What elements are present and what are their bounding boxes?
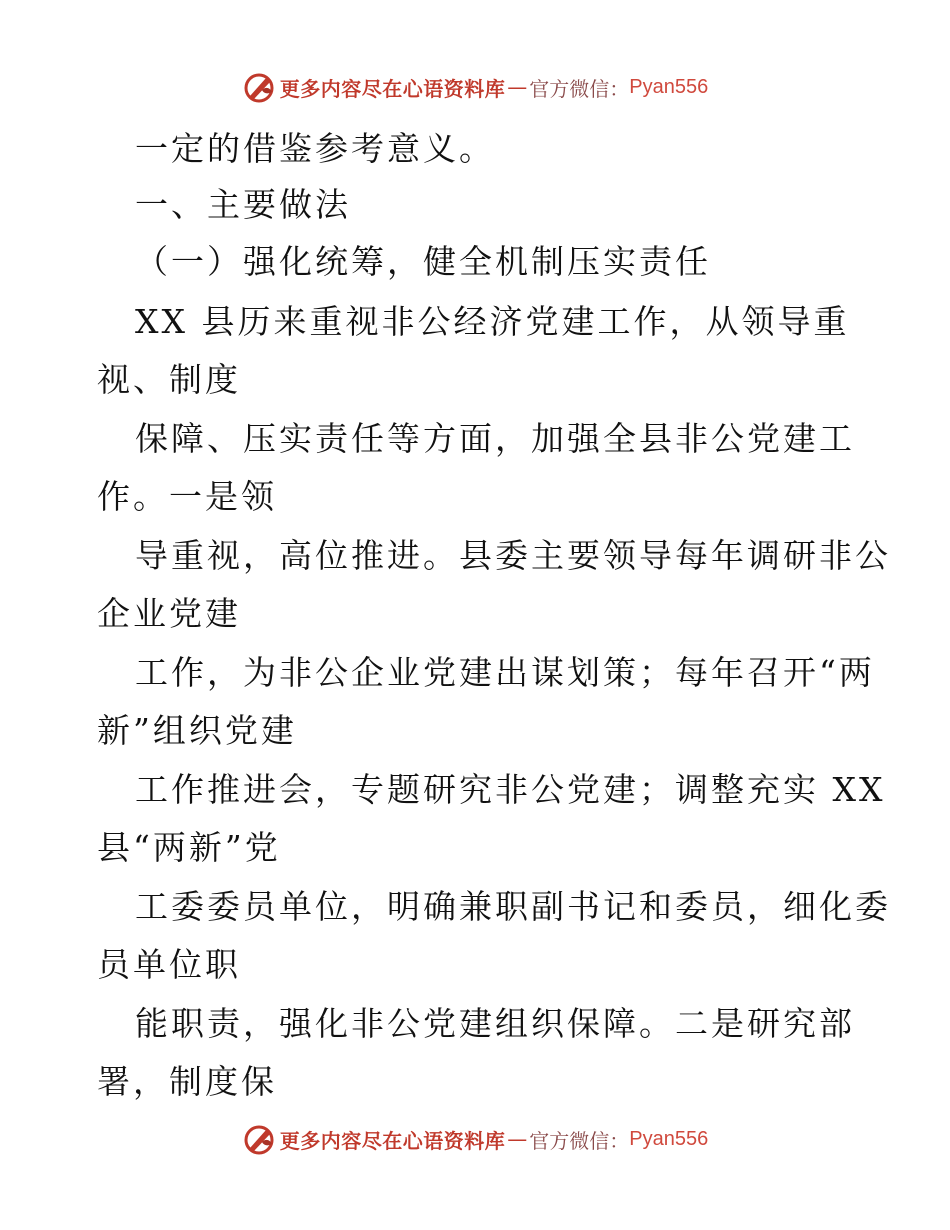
text-line: 新”组织党建 xyxy=(97,711,297,750)
banner-main-text: 更多内容尽在心语资料库 xyxy=(279,1128,506,1153)
text-line: 县“两新”党 xyxy=(97,828,281,867)
banner-wechat-label: 官方微信： xyxy=(529,1128,630,1153)
banner-separator: — xyxy=(507,1127,528,1151)
text-line: 保障、压实责任等方面，加强全县非公党建工 xyxy=(135,419,855,458)
text-line: 企业党建 xyxy=(97,594,241,633)
pen-leaf-logo-icon xyxy=(242,1122,276,1156)
text-line: 工委委员单位，明确兼职副书记和委员，细化委 xyxy=(135,887,891,926)
text-line: 工作推进会，专题研究非公党建；调整充实 XX xyxy=(135,770,886,809)
text-line: 能职责，强化非公党建组织保障。二是研究部 xyxy=(135,1004,855,1043)
pen-leaf-logo-icon xyxy=(242,70,276,104)
footer-watermark-banner xyxy=(0,1122,950,1156)
header-watermark-banner xyxy=(0,70,950,104)
banner-separator: — xyxy=(507,75,528,99)
subsection-heading: （一）强化统筹，健全机制压实责任 xyxy=(135,242,711,281)
text-line: 员单位职 xyxy=(97,945,241,984)
text-line: 一定的借鉴参考意义。 xyxy=(135,129,495,168)
text-line: 导重视，高位推进。县委主要领导每年调研非公 xyxy=(135,536,891,575)
banner-wechat-id: Pyan556 xyxy=(629,75,709,98)
text-line: 视、制度 xyxy=(97,360,241,399)
banner-wechat-label: 官方微信： xyxy=(529,76,630,101)
section-heading: 一、主要做法 xyxy=(135,185,351,224)
text-line: XX 县历来重视非公经济党建工作，从领导重 xyxy=(135,302,850,341)
banner-wechat-id: Pyan556 xyxy=(629,1127,709,1150)
banner-main-text: 更多内容尽在心语资料库 xyxy=(279,76,506,101)
text-line: 工作，为非公企业党建出谋划策；每年召开“两 xyxy=(135,653,875,692)
text-line: 作。一是领 xyxy=(97,477,277,516)
text-line: 署，制度保 xyxy=(97,1062,277,1101)
